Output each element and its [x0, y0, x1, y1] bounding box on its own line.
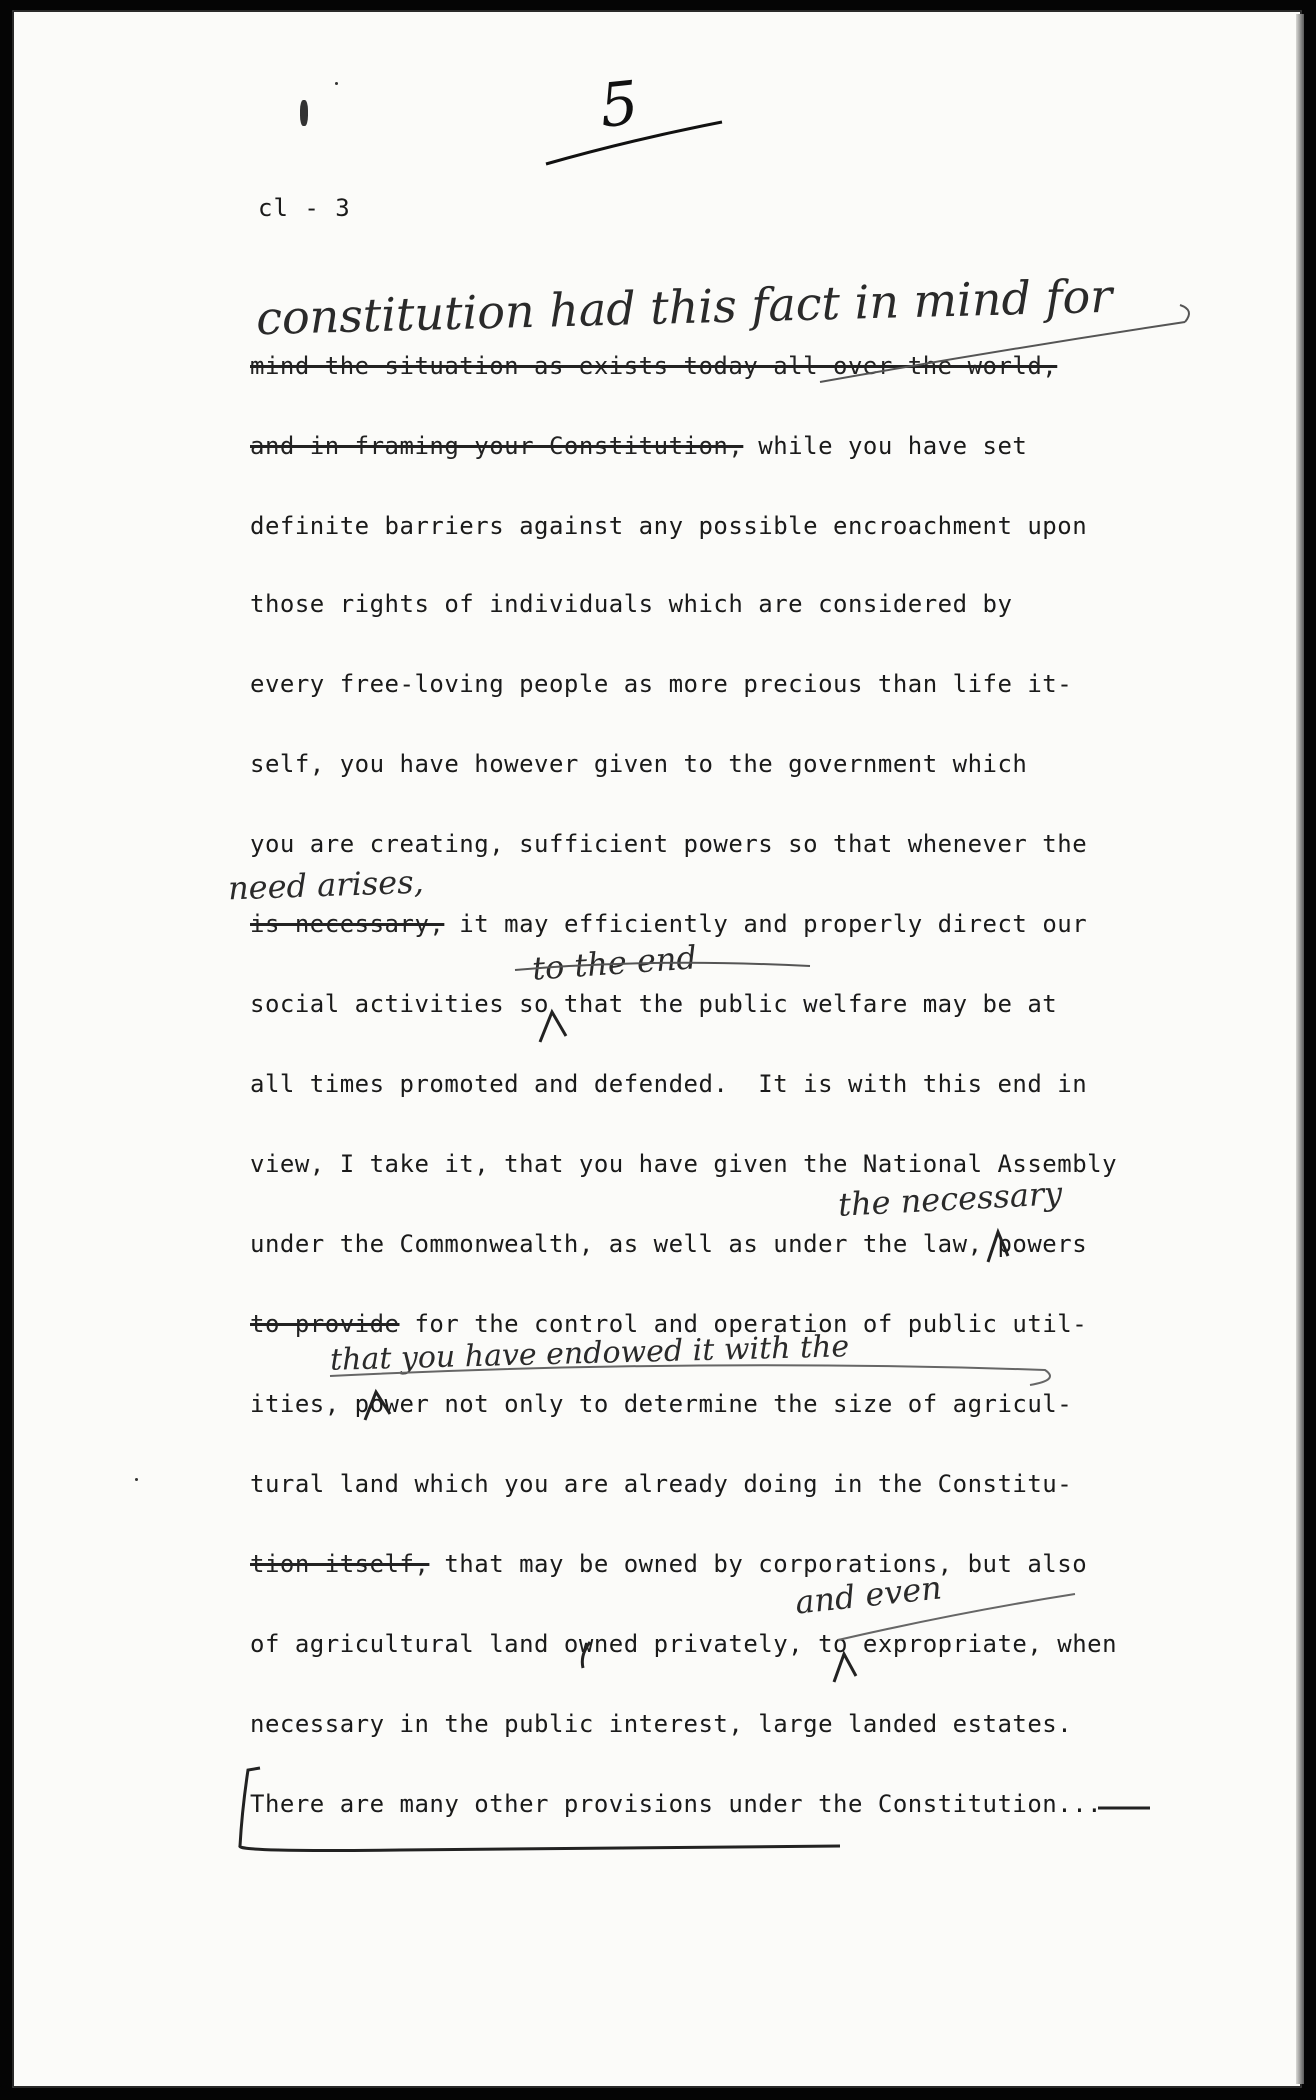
typed-line: [250, 750, 1027, 778]
typed-line: [250, 910, 1087, 938]
line-text: it may efficiently and properly direct our: [444, 910, 1088, 938]
typed-line: [250, 432, 1027, 460]
typed-line: [250, 1390, 1072, 1418]
handwritten-the-necessary: the necessary: [837, 1174, 1064, 1224]
handwritten-that-you-have: that you have endowed it with the: [329, 1329, 850, 1378]
line-text: under the Commonwealth, as well as under the law, powers: [250, 1230, 1088, 1258]
typed-line: [250, 1630, 1117, 1658]
line-text: those rights of individuals which are considered by: [250, 590, 1013, 618]
typed-line: [250, 1790, 1102, 1818]
line-text: necessary in the public interest, large landed estates.: [250, 1710, 1073, 1738]
line-text: for the control and operation of public util-: [399, 1310, 1088, 1338]
handwritten-need-arises: need arises,: [227, 862, 425, 908]
handwritten-insert-top: constitution had this fact in mind for: [255, 268, 1113, 346]
line-text: tural land which you are already doing in the Constitu-: [250, 1470, 1073, 1498]
typed-line: [250, 1550, 1087, 1578]
typed-line: [250, 1150, 1117, 1178]
struck-text: mind the situation as exists today all over the world,: [250, 352, 1058, 380]
ink-speck: [335, 82, 338, 85]
typed-line: [250, 512, 1087, 540]
typed-line: [250, 990, 1057, 1018]
struck-text: is necessary,: [250, 910, 445, 938]
document-code: cl - 3: [258, 194, 351, 222]
typed-line: [250, 1230, 1087, 1258]
line-text: you are creating, sufficient powers so that whenever the: [250, 830, 1088, 858]
line-text: while you have set: [743, 432, 1028, 460]
handwritten-to-the-end: to the end: [530, 938, 699, 988]
line-text: every free-loving people as more precious than life it-: [250, 670, 1073, 698]
typed-line: [250, 352, 1057, 380]
typed-line: [250, 830, 1087, 858]
typed-line: [250, 590, 1012, 618]
typed-line: [250, 1470, 1072, 1498]
page-number: 5: [596, 68, 642, 142]
struck-text: to provide: [250, 1310, 400, 1338]
line-text: There are many other provisions under the Constitution...: [250, 1790, 1103, 1818]
line-text: all times promoted and defended. It is with this end in: [250, 1070, 1088, 1098]
typed-line: [250, 670, 1072, 698]
page-number-underline: [540, 112, 740, 172]
line-text: ities, power not only to determine the size of agricul-: [250, 1390, 1073, 1418]
line-text: social activities so that the public welfare may be at: [250, 990, 1058, 1018]
page-edge-shadow: [1296, 14, 1304, 2084]
line-text: definite barriers against any possible encroachment upon: [250, 512, 1088, 540]
typed-line: [250, 1070, 1087, 1098]
struck-text: tion itself,: [250, 1550, 430, 1578]
handwritten-and-even: and even: [793, 1568, 944, 1622]
ink-speck: [135, 1478, 138, 1481]
line-text: self, you have however given to the government which: [250, 750, 1028, 778]
struck-text: and in framing your Constitution,: [250, 432, 744, 460]
ink-speck: [300, 100, 308, 126]
line-text: that may be owned by corporations, but also: [429, 1550, 1088, 1578]
line-text: view, I take it, that you have given the National Assembly: [250, 1150, 1118, 1178]
line-text: of agricultural land owned privately, to expropriate, when: [250, 1630, 1118, 1658]
typed-line: [250, 1710, 1072, 1738]
